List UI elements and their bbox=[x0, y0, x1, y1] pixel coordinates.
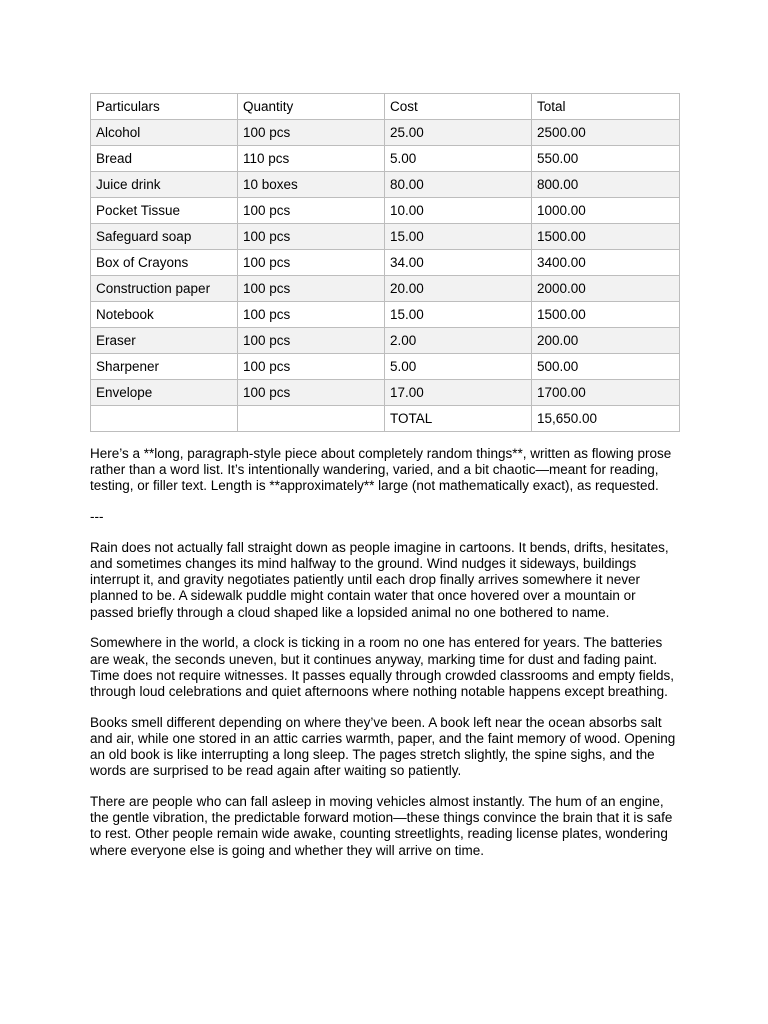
table-cell: Alcohol bbox=[91, 120, 238, 146]
table-row bbox=[91, 250, 680, 276]
header-cell: Quantity bbox=[238, 94, 385, 120]
table-row bbox=[91, 224, 680, 250]
table-cell: Notebook bbox=[91, 302, 238, 328]
table-cell: 10.00 bbox=[385, 198, 532, 224]
table-row bbox=[91, 380, 680, 406]
header-cell: Particulars bbox=[91, 94, 238, 120]
table-cell: 500.00 bbox=[532, 354, 680, 380]
table-row bbox=[91, 302, 680, 328]
table-cell: 100 pcs bbox=[238, 120, 385, 146]
table-cell: 5.00 bbox=[385, 354, 532, 380]
table-cell: Construction paper bbox=[91, 276, 238, 302]
grand-total: 15,650.00 bbox=[532, 406, 680, 432]
table-cell: 100 pcs bbox=[238, 380, 385, 406]
paragraph-rain: Rain does not actually fall straight down as people imagine in cartoons. It bends, drifts, hesitates, and sometimes changes its mind halfway to the ground. Wind nudges it sideways, buildings interrupt it, and gravity negotiates patiently until each drop finally arrives somewhere it never planned to be. A sidewalk puddle might contain water that once hovered over a mountain or passed briefly through a cloud shaped like a lopsided animal no one bothered to name. bbox=[90, 539, 669, 620]
body-text bbox=[90, 446, 678, 873]
table-cell: 100 pcs bbox=[238, 224, 385, 250]
table-cell: Eraser bbox=[91, 328, 238, 354]
table-row bbox=[91, 120, 680, 146]
table-cell: 25.00 bbox=[385, 120, 532, 146]
table-cell: 1500.00 bbox=[532, 302, 680, 328]
header-cell: Total bbox=[532, 94, 680, 120]
table-cell: Sharpener bbox=[91, 354, 238, 380]
table-cell: 100 pcs bbox=[238, 276, 385, 302]
table-cell: 20.00 bbox=[385, 276, 532, 302]
table-row bbox=[91, 198, 680, 224]
table-cell: Juice drink bbox=[91, 172, 238, 198]
table-cell: 2.00 bbox=[385, 328, 532, 354]
table-row bbox=[91, 276, 680, 302]
header-cell: Cost bbox=[385, 94, 532, 120]
table-cell: 200.00 bbox=[532, 328, 680, 354]
paragraph-sleep: There are people who can fall asleep in moving vehicles almost instantly. The hum of an engine, the gentle vibration, the predictable forward motion—these things convince the brain that it is safe to rest. Other people remain wide awake, counting streetlights, reading license plates, wondering where everyone else is going and whether they will arrive on time. bbox=[90, 793, 673, 858]
table-cell: 100 pcs bbox=[238, 198, 385, 224]
separator: --- bbox=[90, 509, 104, 525]
table-cell: 1700.00 bbox=[532, 380, 680, 406]
table-cell: 100 pcs bbox=[238, 354, 385, 380]
table-cell: 3400.00 bbox=[532, 250, 680, 276]
table-cell: 10 boxes bbox=[238, 172, 385, 198]
table-row bbox=[91, 172, 680, 198]
paragraph-clock: Somewhere in the world, a clock is ticking in a room no one has entered for years. The batteries are weak, the seconds uneven, but it continues anyway, marking time for dust and fading paint. Time does not require witnesses. It passes equally through crowded classrooms and empty fields, through loud celebrations and quiet afternoons where nothing notable happens except breathing. bbox=[90, 635, 675, 699]
table-cell: 5.00 bbox=[385, 146, 532, 172]
table-cell: 100 pcs bbox=[238, 250, 385, 276]
table-cell: Pocket Tissue bbox=[91, 198, 238, 224]
table-cell: 1000.00 bbox=[532, 198, 680, 224]
table-cell: 1500.00 bbox=[532, 224, 680, 250]
table-cell bbox=[238, 406, 385, 432]
cost-table bbox=[90, 93, 680, 432]
total-label: TOTAL bbox=[385, 406, 532, 432]
table-cell: 15.00 bbox=[385, 302, 532, 328]
paragraph-books: Books smell different depending on where they’ve been. A book left near the ocean absorbs salt and air, while one stored in an attic carries warmth, paper, and the faint memory of wood. Opening an old book is like interrupting a long sleep. The pages stretch slightly, the spine sighs, and the words are surprised to be read again after waiting so patiently. bbox=[90, 714, 676, 779]
table-row bbox=[91, 354, 680, 380]
table-cell: 800.00 bbox=[532, 172, 680, 198]
table-cell: Safeguard soap bbox=[91, 224, 238, 250]
table-cell: 80.00 bbox=[385, 172, 532, 198]
intro-paragraph: Here’s a **long, paragraph-style piece about completely random things**, written as flowing prose rather than a word list. It’s intentionally wandering, varied, and a bit chaotic—meant for reading, testing, or filler text. Length is **approximately** large (not mathematically exact), as requested. bbox=[90, 446, 672, 494]
table-cell: 17.00 bbox=[385, 380, 532, 406]
table-cell: Box of Crayons bbox=[91, 250, 238, 276]
table-row bbox=[91, 328, 680, 354]
table-cell: 110 pcs bbox=[238, 146, 385, 172]
table-cell: 34.00 bbox=[385, 250, 532, 276]
table-cell: Envelope bbox=[91, 380, 238, 406]
table-cell: 2500.00 bbox=[532, 120, 680, 146]
table-cell bbox=[91, 406, 238, 432]
table-cell: 2000.00 bbox=[532, 276, 680, 302]
table-total-row bbox=[91, 406, 680, 432]
table-cell: 100 pcs bbox=[238, 328, 385, 354]
table-cell: Bread bbox=[91, 146, 238, 172]
table-cell: 550.00 bbox=[532, 146, 680, 172]
table-row bbox=[91, 146, 680, 172]
table-cell: 100 pcs bbox=[238, 302, 385, 328]
table-cell: 15.00 bbox=[385, 224, 532, 250]
table-header-row bbox=[91, 94, 680, 120]
